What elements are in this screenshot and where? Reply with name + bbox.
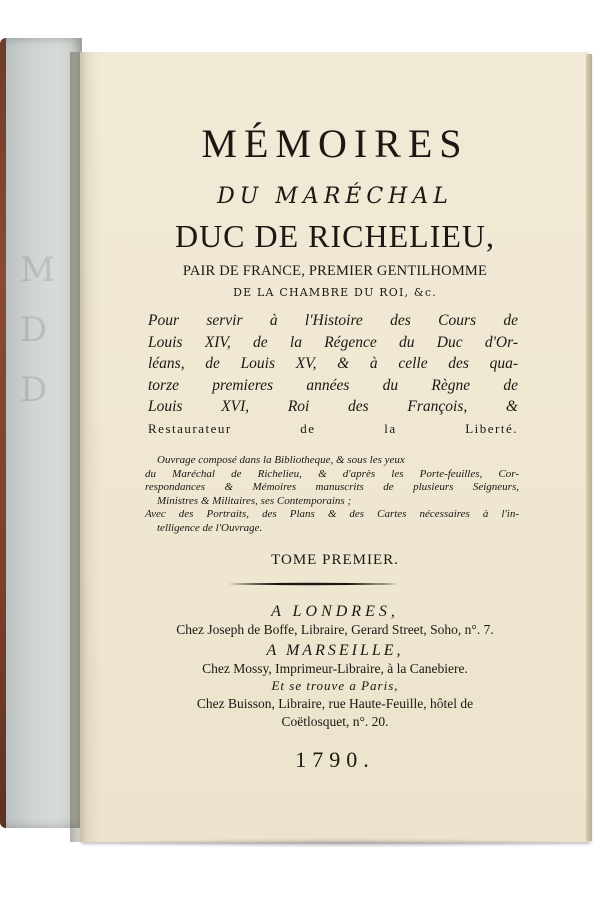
ornamental-rule <box>228 582 398 586</box>
description-line: Avec des Portraits, des Plans & des Cartes nécessaires à l'in- <box>145 508 519 520</box>
imprint-publisher-marseille: Chez Mossy, Imprimeur-Libraire, à la Canebiere. <box>202 661 468 676</box>
imprint-publisher-london: Chez Joseph de Boffe, Libraire, Gerard Street, Soho, n°. 7. <box>176 622 494 637</box>
description-line: Ministres & Militaires, ses Contemporains ; <box>157 494 352 507</box>
book-title: MÉMOIRES <box>201 121 469 166</box>
description-line: telligence de l'Ouvrage. <box>157 521 263 534</box>
purpose-line: torze premieres années du Règne de <box>148 376 518 394</box>
leather-spine-edge <box>0 38 6 828</box>
purpose-paragraph <box>148 310 518 439</box>
description-line: respondances & Mémoires manuscrits de plusieurs Seigneurs, <box>145 481 519 493</box>
purpose-line: Louis XIV, de la Régence du Duc d'Or- <box>148 333 518 351</box>
subject-name: DUC DE RICHELIEU, <box>174 218 496 254</box>
purpose-line: léans, de Louis XV, & à celle des qua- <box>148 355 518 372</box>
purpose-line: Louis XVI, Roi des François, & <box>148 398 518 415</box>
book-shadow <box>90 838 590 848</box>
purpose-line: Restaurateur de la Liberté. <box>148 420 518 436</box>
publication-year: 1790. <box>295 747 375 772</box>
volume-label: TOME PREMIER. <box>271 552 399 568</box>
purpose-line: Pour servir à l'Histoire des Cours de <box>148 312 518 329</box>
book-subtitle: DU MARÉCHAL <box>217 184 453 209</box>
subject-rank: PAIR DE FRANCE, PREMIER GENTILHOMME <box>182 263 488 279</box>
description-line: du Maréchal de Richelieu, & d'après les Porte-feuilles, Cor- <box>145 467 519 480</box>
facing-page-bleed: M D D <box>20 250 59 410</box>
imprint-city-london: A LONDRES, <box>271 603 399 620</box>
subject-rank-continued: DE LA CHAMBRE DU ROI, &c. <box>233 286 437 299</box>
imprint-city-marseille: A MARSEILLE, <box>266 642 404 659</box>
work-description <box>145 454 519 535</box>
imprint-address-paris: Coëtlosquet, n°. 20. <box>281 714 389 729</box>
imprint-publisher-paris: Chez Buisson, Libraire, rue Haute-Feuille, hôtel de <box>196 696 474 711</box>
imprint-also-paris: Et se trouve a Paris, <box>271 678 399 693</box>
description-line: Ouvrage composé dans la Bibliotheque, & sous les yeux <box>157 454 405 466</box>
